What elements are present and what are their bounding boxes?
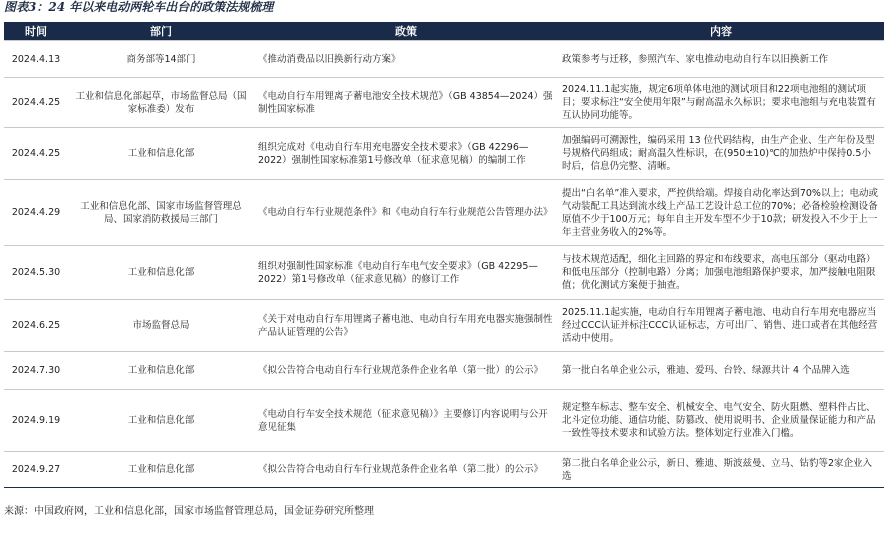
table-row <box>4 351 884 389</box>
cell-policy: 组织完成对《电动自行车用充电器安全技术要求》（GB 42296—2022）强制性国家标准第1号修改单（征求意见稿）的编制工作 <box>258 141 529 166</box>
column-header-dept: 部门 <box>150 25 172 38</box>
cell-time: 2024.4.13 <box>11 53 61 65</box>
cell-time: 2024.5.30 <box>11 267 61 278</box>
cell-content: 第一批白名单企业公示，雅迪、爱玛、台铃、绿源共计 4 个品牌入选 <box>562 365 850 376</box>
cell-policy: 《电动自行车行业规范条件》和《电动自行车行业规范公告管理办法》 <box>258 207 553 218</box>
cell-dept: 工业和信息化部 <box>127 464 195 475</box>
cell-content: 第二批白名单企业公示，新日、雅迪、斯波兹曼、立马、钻豹等2家企业入选 <box>562 457 873 482</box>
cell-policy: 《拟公告符合电动自行车行业规范条件企业名单（第二批）的公示》 <box>258 464 544 475</box>
cell-content: 2024.11.1起实施，规定6项单体电池的测试项目和22项电池组的测试项目；要求标注“安全使用年限”与耐高温永久标识；要求电池组与充电装置有互认协同功能等。 <box>562 84 876 121</box>
cell-content: 政策参考与迁移，参照汽车、家电推动电动自行车以旧换新工作 <box>562 53 829 65</box>
source-note: 来源：中国政府网，工业和信息化部，国家市场监督管理总局，国金证券研究所整理 <box>4 506 374 517</box>
cell-policy: 《电动自行车安全技术规范（征求意见稿）》主要修订内容说明与公开意见征集 <box>258 408 548 433</box>
cell-dept: 工业和信息化部 <box>127 267 195 278</box>
cell-time: 2024.9.27 <box>11 464 61 475</box>
cell-time: 2024.4.25 <box>11 97 61 108</box>
cell-dept: 工业和信息化部 <box>127 415 195 426</box>
figure-title: 图表3：24 年以来电动两轮车出台的政策法规梳理 <box>4 0 274 14</box>
cell-policy: 《推动消费品以旧换新行动方案》 <box>258 53 401 65</box>
cell-content: 规定整车标志、整车安全、机械安全、电气安全、防火阻燃、塑料件占比、北斗定位功能、通信功能、防篡改、使用说明书、企业质量保证能力和产品一致性等技术要求和试验方法。整体划定行业准入门槛。 <box>562 402 876 439</box>
policy-table <box>4 22 884 488</box>
table-row <box>4 40 884 77</box>
table-row <box>4 179 884 245</box>
cell-content: 提出“白名单”准入要求，严控供给端。焊接自动化率达到70%以上；电动或气动装配工具达到流水线上产品工艺设计总工位的70%；必备检验检测设备原值不少于100万元；每年自主开发车型不少于10款；研发投入不少于上一年主营业务收入的2%等。 <box>562 187 878 238</box>
cell-content: 与技术规范适配，细化主回路的界定和布线要求，高电压部分（驱动电路）和低电压部分（控制电路）分离；加强电池组路保护要求，加严接触电阻限值；优化测试方案便于抽查。 <box>562 254 876 291</box>
cell-time: 2024.7.30 <box>11 365 61 376</box>
cell-dept: 工业和信息化部 <box>127 365 195 376</box>
cell-time: 2024.4.29 <box>11 207 61 218</box>
column-header-time: 时间 <box>25 25 47 38</box>
cell-time: 2024.6.25 <box>11 320 61 331</box>
cell-dept: 工业和信息化部起草，市场监督总局（国家标准委）发布 <box>75 90 247 115</box>
table-row <box>4 451 884 487</box>
table-row <box>4 127 884 179</box>
table-row <box>4 245 884 299</box>
cell-dept: 市场监督总局 <box>132 320 190 331</box>
table-header-row <box>4 22 884 40</box>
cell-content: 加强编码可溯源性，编码采用 13 位代码结构，由生产企业、生产年份及型号规格代码组成；耐高温久性标识，在(950±10)℃的加热炉中保持0.5小时后，信息仍完整、清晰。 <box>562 135 875 172</box>
cell-dept: 工业和信息化部、国家市场监督管理总局、国家消防救援局三部门 <box>80 200 242 225</box>
table-row <box>4 299 884 351</box>
cell-time: 2024.9.19 <box>11 415 61 426</box>
cell-policy: 组织对强制性国家标准《电动自行车电气安全要求》（GB 42295—2022）第1号修改单（征求意见稿）的修订工作 <box>258 260 538 285</box>
cell-policy: 《关于对电动自行车用锂离子蓄电池、电动自行车用充电器实施强制性产品认证管理的公告》 <box>258 313 553 338</box>
cell-dept: 商务部等14部门 <box>126 53 196 65</box>
cell-time: 2024.4.25 <box>11 148 61 159</box>
table-row <box>4 389 884 451</box>
column-header-policy: 政策 <box>395 25 417 38</box>
cell-policy: 《拟公告符合电动自行车行业规范条件企业名单（第一批）的公示》 <box>258 365 544 376</box>
cell-policy: 《电动自行车用锂离子蓄电池安全技术规范》（GB 43854—2024）强制性国家标准 <box>258 90 553 115</box>
cell-content: 2025.11.1起实施，电动自行车用锂离子蓄电池、电动自行车用充电器应当经过CCC认证并标注CCC认证标志，方可出厂、销售、进口或者在其他经营活动中使用。 <box>562 307 878 344</box>
column-header-content: 内容 <box>710 25 732 38</box>
cell-dept: 工业和信息化部 <box>127 148 195 159</box>
table-row <box>4 77 884 127</box>
